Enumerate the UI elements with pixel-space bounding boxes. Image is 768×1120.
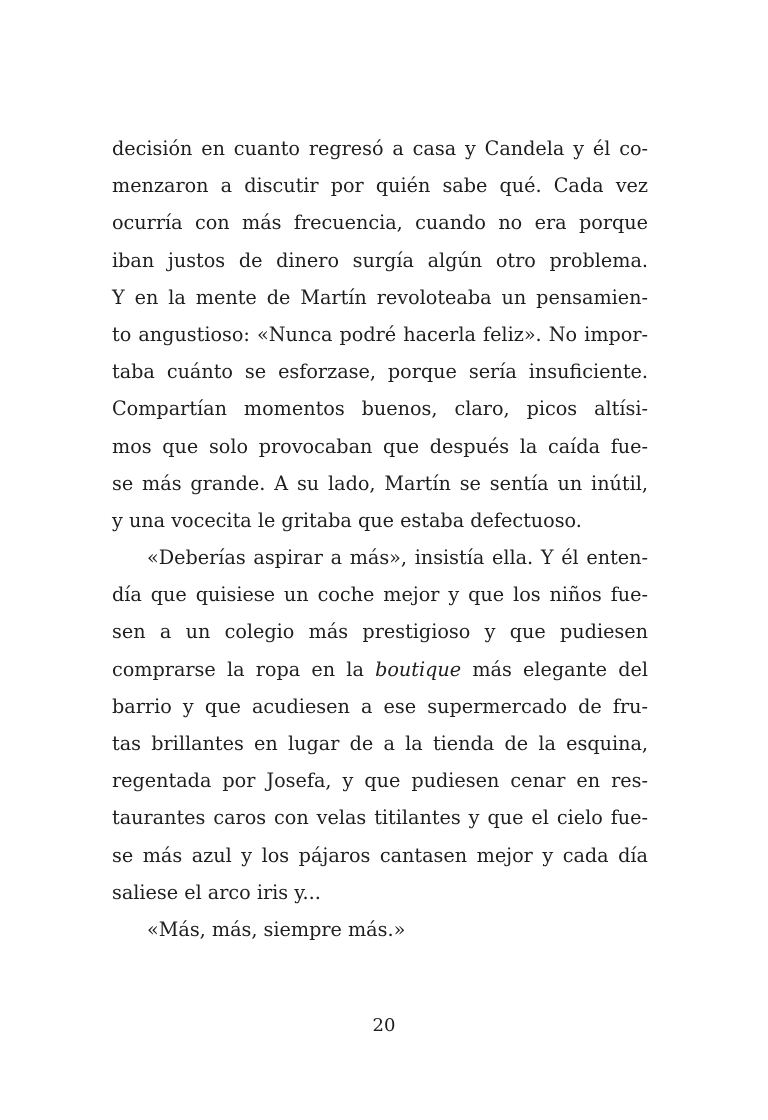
text-line: menzaron a discutir por quién sabe qué. Cada vez (112, 174, 648, 198)
page-body (112, 130, 648, 948)
text-line: mos que solo provocaban que después la caída fue- (112, 434, 648, 458)
text-line: to angustioso: «Nunca podré hacerla feliz». No impor- (112, 322, 648, 346)
paragraph-2 (112, 539, 648, 911)
text-line: ocurría con más frecuencia, cuando no era porque (112, 211, 648, 235)
text-line: Y en la mente de Martín revoloteaba un pensamien- (112, 285, 648, 309)
text-line: saliese el arco iris y... (112, 880, 321, 904)
text-segment: más elegante del (461, 657, 648, 681)
text-line: se más grande. A su lado, Martín se sentía un inútil, (112, 471, 648, 495)
text-line: y una vocecita le gritaba que estaba defectuoso. (112, 508, 582, 532)
text-line: taba cuánto se esforzase, porque sería insuficiente. (112, 360, 648, 384)
text-line: se más azul y los pájaros cantasen mejor y cada día (112, 843, 648, 867)
text-line: día que quisiese un coche mejor y que los niños fue- (112, 583, 648, 607)
text-line: barrio y que acudiesen a ese supermercado de fru- (112, 694, 648, 718)
text-line: «Deberías aspirar a más», insistía ella. Y él enten- (147, 546, 648, 570)
text-line: taurantes caros con velas titilantes y que el cielo fue- (112, 806, 648, 830)
text-segment: comprarse la ropa en la (112, 657, 376, 681)
italic-word: boutique (375, 657, 462, 681)
text-line: Compartían momentos buenos, claro, picos altísi- (112, 397, 648, 421)
text-line: decisión en cuanto regresó a casa y Candela y él co- (112, 137, 648, 160)
paragraph-3 (112, 911, 648, 948)
text-line: regentada por Josefa, y que pudiesen cenar en res- (112, 769, 648, 793)
text-line: tas brillantes en lugar de a la tienda de la esquina, (112, 732, 648, 755)
text-line: «Más, más, siempre más.» (147, 917, 406, 941)
text-line: sen a un colegio más prestigioso y que pudiesen (112, 620, 648, 644)
text-line: iban justos de dinero surgía algún otro problema. (112, 248, 648, 272)
paragraph-1 (112, 130, 648, 539)
page-number: 20 (372, 1015, 396, 1036)
text-line-with-italic (112, 651, 648, 688)
